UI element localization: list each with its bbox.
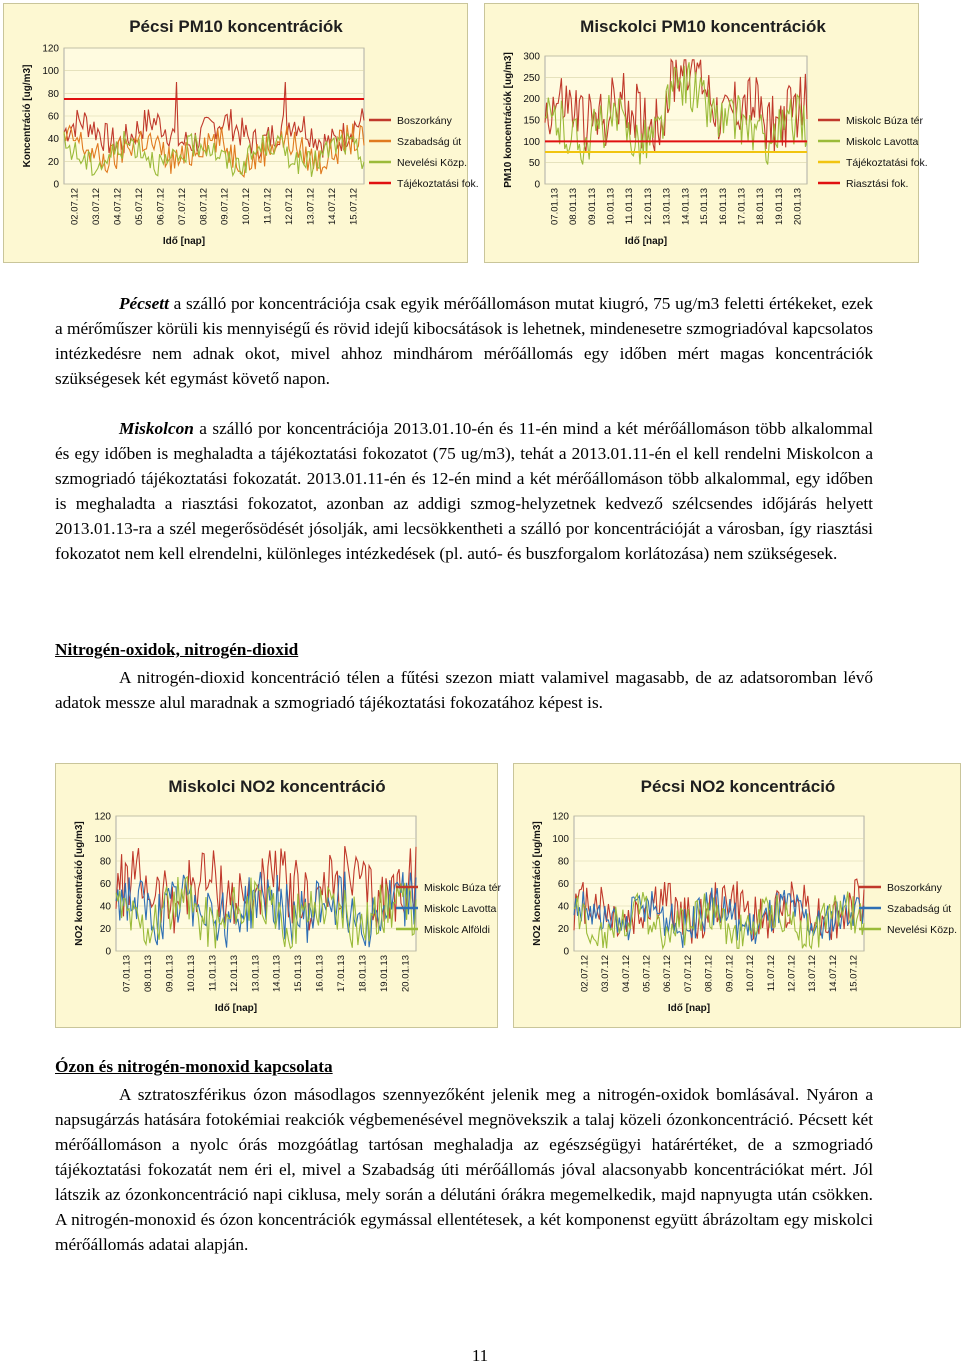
y-tick-label: 60 xyxy=(99,879,111,890)
chart-svg-pecs-pm10 xyxy=(4,4,479,264)
y-tick-label: 60 xyxy=(557,879,569,890)
x-tick-label: 03.07.12 xyxy=(600,955,612,992)
x-tick-label: 10.07.12 xyxy=(745,955,757,992)
x-tick-label: 13.07.12 xyxy=(807,955,819,992)
x-tick-label: 12.07.12 xyxy=(284,188,295,225)
x-tick-label: 02.07.12 xyxy=(579,955,591,992)
x-axis-label: Idő [nap] xyxy=(214,1003,258,1014)
legend-label: Boszorkány xyxy=(397,115,452,127)
y-tick-label: 60 xyxy=(47,111,59,123)
x-tick-label: 12.07.12 xyxy=(786,955,798,992)
y-tick-label: 150 xyxy=(523,115,540,127)
x-tick-label: 13.07.12 xyxy=(305,188,317,225)
chart-title: Pécsi PM10 koncentrációk xyxy=(129,17,343,36)
chart-pecs-no2 xyxy=(513,763,961,1028)
legend-label: Szabadság út xyxy=(397,136,462,148)
x-axis-label: Idő [nap] xyxy=(624,236,668,247)
y-tick-label: 40 xyxy=(557,901,569,913)
legend-label: Miskolc Lavotta xyxy=(846,136,919,148)
x-tick-label: 10.01.13 xyxy=(186,955,197,992)
chart-title: Pécsi NO2 koncentráció xyxy=(640,777,836,796)
x-tick-label: 08.01.13 xyxy=(568,188,580,225)
x-tick-label: 15.01.13 xyxy=(293,955,305,992)
x-tick-label: 04.07.12 xyxy=(620,955,632,992)
y-tick-label: 200 xyxy=(523,94,540,106)
y-tick-label: 20 xyxy=(47,156,59,168)
y-tick-label: 80 xyxy=(99,856,111,868)
x-tick-label: 14.07.12 xyxy=(326,188,338,225)
y-tick-label: 120 xyxy=(94,811,111,823)
chart-title: Miskolci NO2 koncentráció xyxy=(168,777,386,796)
x-tick-label: 06.07.12 xyxy=(155,188,167,225)
x-tick-label: 12.01.13 xyxy=(228,955,240,992)
y-axis-label: NO2 koncentráció [ug/m3] xyxy=(532,821,543,946)
x-tick-label: 07.07.12 xyxy=(682,955,694,992)
x-tick-label: 08.07.12 xyxy=(703,955,715,992)
y-tick-label: 300 xyxy=(523,51,540,63)
x-tick-label: 11.01.13 xyxy=(207,955,219,992)
x-tick-label: 09.01.13 xyxy=(586,188,598,225)
x-tick-label: 04.07.12 xyxy=(112,188,124,225)
x-tick-label: 06.07.12 xyxy=(662,955,674,992)
x-tick-label: 19.01.13 xyxy=(773,188,785,225)
city-miskolc: Miskolcon xyxy=(119,419,194,438)
x-tick-label: 02.07.12 xyxy=(69,188,81,225)
x-tick-label: 09.07.12 xyxy=(724,955,736,992)
legend-label: Miskolc Búza tér xyxy=(424,882,502,894)
x-axis-label: Idő [nap] xyxy=(162,236,206,247)
x-tick-label: 20.01.13 xyxy=(400,955,412,992)
x-tick-label: 13.01.13 xyxy=(661,188,673,225)
chart-svg-miskolc-no2 xyxy=(56,764,502,1029)
x-tick-label: 15.07.12 xyxy=(348,188,360,225)
x-tick-label: 09.07.12 xyxy=(219,188,231,225)
x-tick-label: 03.07.12 xyxy=(91,188,103,225)
chart-svg-miskolc-pm10 xyxy=(485,4,928,264)
chart-pecs-pm10 xyxy=(3,3,479,263)
y-tick-label: 40 xyxy=(47,134,59,146)
x-tick-label: 11.07.12 xyxy=(765,955,777,992)
x-tick-label: 11.01.13 xyxy=(624,188,636,225)
y-tick-label: 80 xyxy=(557,856,569,868)
paragraph-ozone xyxy=(55,1082,873,1257)
y-tick-label: 120 xyxy=(552,811,569,823)
x-tick-label: 15.01.13 xyxy=(699,188,711,225)
x-tick-label: 17.01.13 xyxy=(336,955,347,992)
city-pecs: Pécsett xyxy=(119,294,169,313)
x-tick-label: 07.07.12 xyxy=(176,188,188,225)
chart-miskolc-no2 xyxy=(55,763,502,1028)
x-tick-label: 14.01.13 xyxy=(680,188,692,225)
paragraph-no2-body: A nitrogén-dioxid koncentráció télen a fűtési szezon miatt valamivel magasabb, de az adatsoromban lévő adatok messze alul maradnak a szmogriadó tájékoztatási fokozatához képest is. xyxy=(55,668,873,712)
paragraph-pecs-body: a szálló por koncentrációja csak egyik mérőállomáson mutat kiugró, 75 ug/m3 feletti értékeket, ezek a mérőműszer körüli kis mennyiségű és rövid idejű kibocsátások is lehetnek, mindenesetre szmogriadóval kapcsolatos intézkedésre nem adnak okot, mivel ahhoz mindhárom mérőállomás egy időben mért magas koncentrációk szükségesek két egymást követő napon. xyxy=(55,294,873,388)
x-tick-label: 19.01.13 xyxy=(378,955,390,992)
x-tick-label: 16.01.13 xyxy=(717,188,729,225)
y-tick-label: 80 xyxy=(47,88,59,100)
page-number: 11 xyxy=(471,1346,489,1365)
x-tick-label: 05.07.12 xyxy=(134,188,145,225)
y-tick-label: 100 xyxy=(523,136,540,148)
x-tick-label: 18.01.13 xyxy=(755,188,767,225)
y-tick-label: 100 xyxy=(552,834,569,845)
x-tick-label: 14.01.13 xyxy=(271,955,283,992)
x-tick-label: 08.01.13 xyxy=(143,955,155,992)
y-tick-label: 0 xyxy=(563,946,569,958)
x-tick-label: 07.01.13 xyxy=(549,188,561,225)
chart-svg-pecs-no2 xyxy=(514,764,962,1029)
y-tick-label: 40 xyxy=(99,901,111,913)
y-axis-label: PM10 koncentrációk [ug/m3] xyxy=(503,52,514,188)
x-tick-label: 07.01.13 xyxy=(121,955,133,992)
paragraph-pecs xyxy=(55,291,873,391)
x-tick-label: 17.01.13 xyxy=(736,188,748,225)
y-tick-label: 20 xyxy=(99,924,111,935)
x-axis-label: Idő [nap] xyxy=(667,1003,711,1014)
legend-label: Tájékoztatási fok. xyxy=(397,178,479,190)
legend-label: Szabadság út xyxy=(887,903,952,915)
x-tick-label: 15.07.12 xyxy=(848,955,860,992)
x-tick-label: 09.01.13 xyxy=(164,955,176,992)
y-tick-label: 0 xyxy=(105,946,111,958)
x-tick-label: 12.01.13 xyxy=(642,188,654,225)
x-tick-label: 08.07.12 xyxy=(198,188,210,225)
y-tick-label: 100 xyxy=(42,66,59,78)
heading-nitrogen-oxides: Nitrogén-oxidok, nitrogén-dioxid xyxy=(55,640,299,659)
x-tick-label: 16.01.13 xyxy=(314,955,326,992)
y-tick-label: 0 xyxy=(534,179,540,191)
legend-label: Boszorkány xyxy=(887,882,942,894)
x-tick-label: 18.01.13 xyxy=(357,955,369,992)
x-tick-label: 20.01.13 xyxy=(792,188,804,225)
legend-label: Miskolc Alföldi xyxy=(424,924,490,936)
y-tick-label: 20 xyxy=(557,924,569,935)
chart-title: Misckolci PM10 koncentrációk xyxy=(580,17,826,36)
x-tick-label: 10.01.13 xyxy=(605,188,617,225)
paragraph-miskolc xyxy=(55,416,873,566)
paragraph-miskolc-body: a szálló por koncentrációja 2013.01.10-én és 11-én mind a két mérőállomáson több alkalommal és egy időben is meghaladta a tájékoztatási fokozatot (75 ug/m3), tehát a 2013.01.11-én el kell rendelni Miskolcon a szmogriadó tájékoztatási fokozatát. 2013.01.11-én és 12-én mind a két mérőállomáson több alkalommal, egy időben is meghaladta a riasztási fokozatot, azonban az addigi szmog-helyzetnek kedvező szélcsendes időjárás helyett 2013.01.13-ra a szél megerősödését jósolják, ami lecsökkentheti a szálló por koncentrációját a városban, így riasztási fokozatot nem kell elrendelni, különleges intézkedések (pl. autó- és buszforgalom korlátozása) nem szükségesek. xyxy=(55,419,873,563)
y-tick-label: 50 xyxy=(528,158,540,170)
legend-label: Nevelési Közp. xyxy=(887,924,958,936)
y-tick-label: 120 xyxy=(42,43,59,55)
y-axis-label: NO2 koncentráció [ug/m3] xyxy=(74,821,85,946)
x-tick-label: 05.07.12 xyxy=(641,955,653,992)
y-axis-label: Koncentráció [ug/m3] xyxy=(22,64,33,168)
paragraph-ozone-body: A sztratoszférikus ózon másodlagos szennyezőként jelenik meg a nitrogén-oxidok bomlásával. Nyáron a napsugárzás hatására fotokémiai reakciók végbemenésével megnövekszik a talaj közeli ózonkoncentráció. Pécsett két mérőállomáson a nyolc órás mozgóátlag tartósan meghaladja az egészségügyi határértéket, de a szmogriadó tájékoztatási fokozatát nem éri el, mivel a Szabadság úti mérőállomás jóval alacsonyabb koncentrációkat mért. Jól látszik az ózonkoncentráció napi ciklusa, mely során a délutáni órákra megemelkedik, majd napnyugta után csökken. A nitrogén-monoxid és ózon koncentrációk egymással ellentétesek, a két komponenst együtt ábrázoltam egy miskolci mérőállomás adatai alapján. xyxy=(55,1085,873,1254)
chart-miskolc-pm10 xyxy=(484,3,928,263)
legend-label: Nevelési Közp. xyxy=(397,157,468,169)
legend-label: Riasztási fok. xyxy=(846,178,909,190)
paragraph-no2 xyxy=(55,665,873,715)
y-tick-label: 100 xyxy=(94,834,111,845)
legend-label: Miskolc Lavotta xyxy=(424,903,497,915)
legend-label: Miskolc Búza tér xyxy=(846,115,924,127)
legend-label: Tájékoztatási fok. xyxy=(846,157,928,169)
x-tick-label: 10.07.12 xyxy=(241,188,253,225)
heading-ozone: Ózon és nitrogén-monoxid kapcsolata xyxy=(55,1057,333,1076)
x-tick-label: 11.07.12 xyxy=(262,188,274,225)
y-tick-label: 250 xyxy=(523,72,540,84)
x-tick-label: 14.07.12 xyxy=(827,955,839,992)
x-tick-label: 13.01.13 xyxy=(250,955,262,992)
y-tick-label: 0 xyxy=(53,179,59,191)
